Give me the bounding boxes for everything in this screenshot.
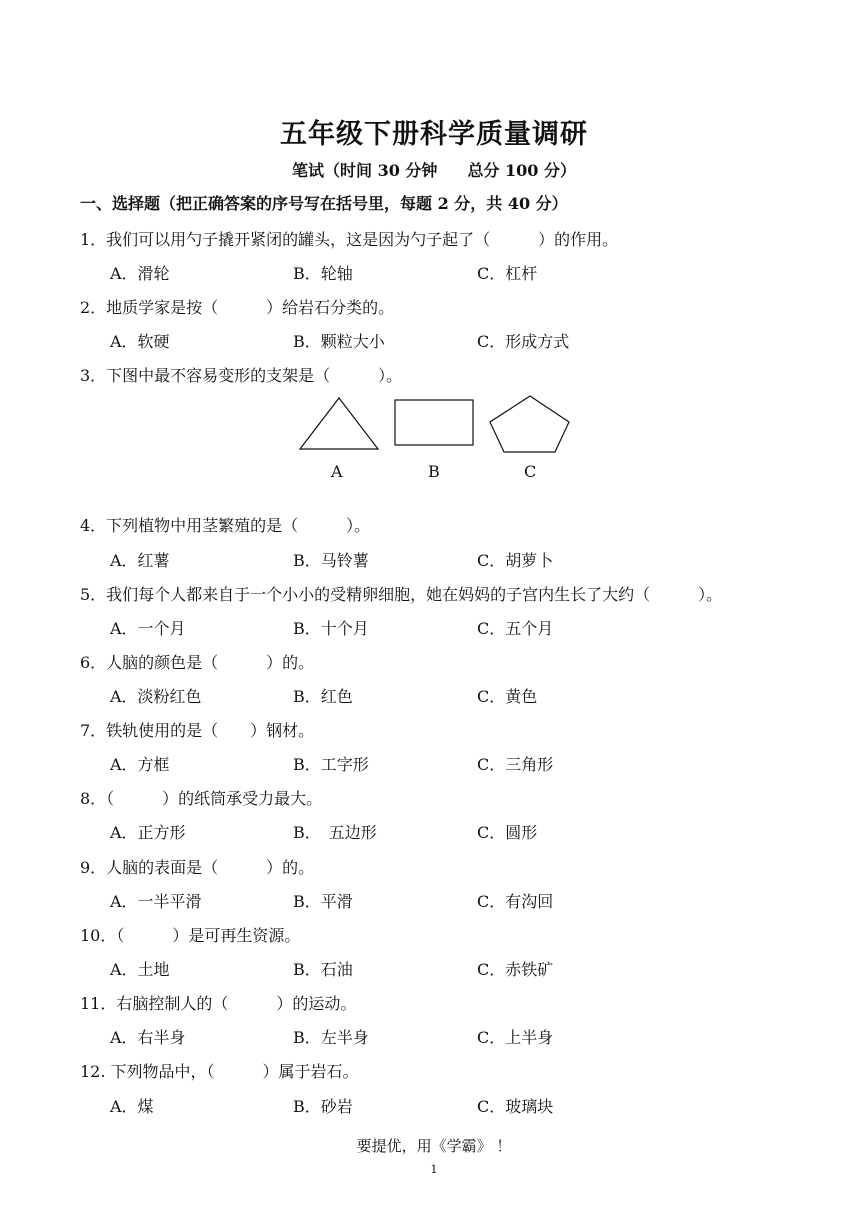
question-9: 9．人脑的表面是（ ）的。 <box>80 858 315 877</box>
subtitle-time: 笔试（时间 30 分钟 <box>292 161 438 180</box>
option-c: C．玻璃块 <box>477 1097 554 1116</box>
page-number: 1 <box>430 1163 438 1176</box>
figure-label-c: C <box>524 462 537 481</box>
option-b: B．马铃薯 <box>293 551 369 570</box>
question-8: 8．（ ）的纸筒承受力最大。 <box>80 789 323 808</box>
option-b: B．颗粒大小 <box>293 332 385 351</box>
figure-label-b: B <box>428 462 440 481</box>
option-c: C．五个月 <box>477 619 554 638</box>
option-b: B．十个月 <box>293 619 369 638</box>
question-5: 5．我们每个人都来自于一个小小的受精卵细胞，她在妈妈的子宫内生长了大约（ ）。 <box>80 585 723 604</box>
section-heading: 一、选择题（把正确答案的序号写在括号里，每题 2 分，共 40 分） <box>80 194 568 213</box>
triangle-shape <box>300 398 378 449</box>
option-c: C．胡萝卜 <box>477 551 554 570</box>
option-a: A．滑轮 <box>110 264 170 283</box>
option-a: A．软硬 <box>110 332 170 351</box>
option-c: C．圆形 <box>477 823 538 842</box>
option-a: A．右半身 <box>110 1028 186 1047</box>
option-a: A．一半平滑 <box>110 892 202 911</box>
option-c: C．形成方式 <box>477 332 570 351</box>
option-a: A．淡粉红色 <box>110 687 202 706</box>
pentagon-shape <box>490 396 569 452</box>
question-1: 1．我们可以用勺子撬开紧闭的罐头，这是因为勺子起了（ ）的作用。 <box>80 230 619 249</box>
option-a: A．方框 <box>110 755 170 774</box>
option-b: B． 五边形 <box>293 823 377 842</box>
subtitle-score: 总分 100 分） <box>467 161 576 180</box>
option-a: A．正方形 <box>110 823 186 842</box>
option-c: C．有沟回 <box>477 892 554 911</box>
figure-label-a: A <box>331 462 343 481</box>
option-a: A．煤 <box>110 1097 154 1116</box>
option-c: C．杠杆 <box>477 264 538 283</box>
option-b: B．石油 <box>293 960 353 979</box>
exam-subtitle <box>0 158 868 181</box>
option-c: C．三角形 <box>477 755 554 774</box>
option-c: C．黄色 <box>477 687 538 706</box>
option-b: B．砂岩 <box>293 1097 353 1116</box>
question-6: 6．人脑的颜色是（ ）的。 <box>80 653 315 672</box>
option-a: A．土地 <box>110 960 170 979</box>
question-2: 2．地质学家是按（ ）给岩石分类的。 <box>80 298 395 317</box>
option-b: B．平滑 <box>293 892 353 911</box>
question-7: 7．铁轨使用的是（ ）钢材。 <box>80 721 315 740</box>
page-title: 五年级下册科学质量调研 <box>280 119 588 150</box>
option-a: A．红薯 <box>110 551 170 570</box>
question-11: 11．右脑控制人的（ ）的运动。 <box>80 994 357 1013</box>
question-10: 10．（ ）是可再生资源。 <box>80 926 301 945</box>
question-4: 4．下列植物中用茎繁殖的是（ ）。 <box>80 516 371 535</box>
option-c: C．赤铁矿 <box>477 960 554 979</box>
question-12: 12. 下列物品中，（ ）属于岩石。 <box>80 1062 359 1081</box>
option-b: B．红色 <box>293 687 353 706</box>
rectangle-shape <box>395 400 473 445</box>
footer-slogan: 要提优，用《学霸》 ！ <box>356 1137 512 1155</box>
question-3: 3．下图中最不容易变形的支架是（ ）。 <box>80 366 403 385</box>
option-b: B．左半身 <box>293 1028 369 1047</box>
option-a: A．一个月 <box>110 619 186 638</box>
option-b: B．工字形 <box>293 755 369 774</box>
option-b: B．轮轴 <box>293 264 353 283</box>
option-c: C．上半身 <box>477 1028 554 1047</box>
